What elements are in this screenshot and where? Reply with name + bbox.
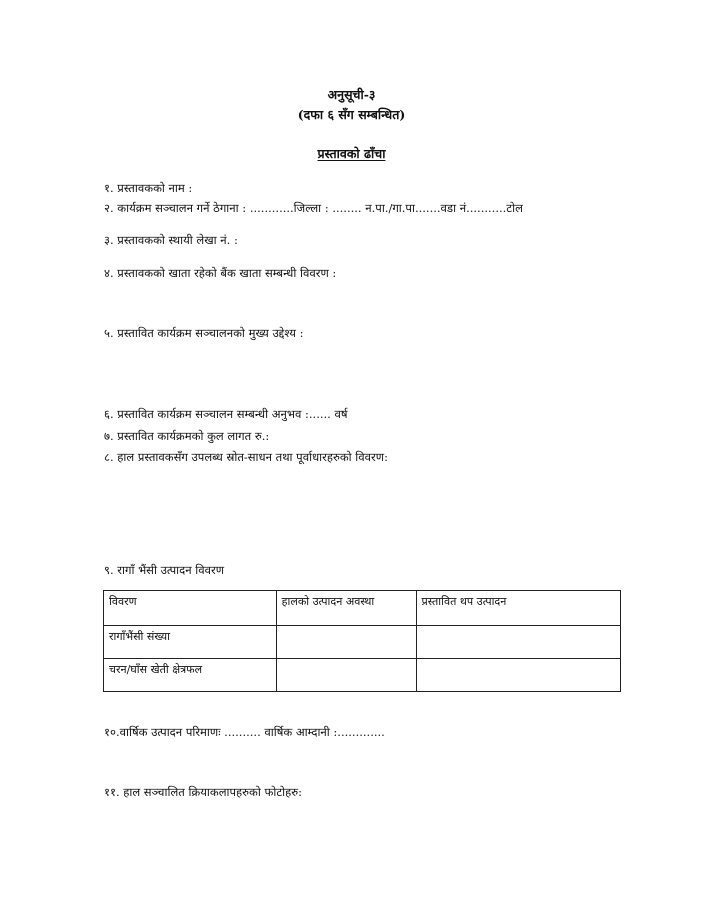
table-cell: [416, 659, 621, 692]
table-header: हालको उत्पादन अवस्था: [276, 591, 416, 626]
field-pan-number: ३. प्रस्तावकको स्थायी लेखा नं. :: [104, 233, 238, 247]
table-header: प्रस्तावित थप उत्पादन: [416, 591, 621, 626]
field-bank-account: ४. प्रस्तावकको खाता रहेको बैंक खाता सम्बन्धी विवरण :: [104, 266, 337, 280]
field-activity-photos: ११. हाल सञ्चालित क्रियाकलापहरुको फोटोहरु:: [104, 785, 302, 799]
table-cell: [276, 626, 416, 659]
schedule-title: अनुसूची-३: [327, 87, 376, 102]
table-cell: [276, 659, 416, 692]
table-cell: [416, 626, 621, 659]
field-production-details: ९. रागाँ भैंसी उत्पादन विवरण: [104, 563, 225, 577]
field-experience: ६. प्रस्तावित कार्यक्रम सञ्चालन सम्बन्धी अनुभव :...... वर्ष: [104, 407, 348, 421]
field-total-cost: ७. प्रस्तावित कार्यक्रमको कुल लागत रु.:: [104, 429, 270, 443]
field-program-address: २. कार्यक्रम सञ्चालन गर्ने ठेगाना : ............जिल्ला : ........ न.पा./गा.पा.......वडा नं...........टोल: [104, 201, 523, 215]
production-table: [103, 590, 621, 692]
table-row: [104, 626, 621, 659]
table-cell: चरन/घाँस खेती क्षेत्रफल: [104, 659, 277, 692]
field-resources: ८. हाल प्रस्तावकसँग उपलब्ध स्रोत-साधन तथा पूर्वाधारहरुको विवरण:: [104, 450, 388, 464]
form-subtitle: प्रस्तावको ढाँचा: [317, 146, 386, 161]
field-main-objective: ५. प्रस्तावित कार्यक्रम सञ्चालनको मुख्य उद्देश्य :: [104, 326, 304, 340]
section-reference: (दफा ६ सँग सम्बन्धित): [297, 107, 406, 122]
field-proposer-name: १. प्रस्तावकको नाम :: [104, 181, 193, 195]
field-annual-production: १०.वार्षिक उत्पादन परिमाणः .......... वार्षिक आम्दानी :.............: [104, 725, 385, 739]
table-header-row: [104, 591, 621, 626]
table-row: [104, 659, 621, 692]
table-cell: रागाँभैंसी संख्या: [104, 626, 277, 659]
table-header: विवरण: [104, 591, 277, 626]
